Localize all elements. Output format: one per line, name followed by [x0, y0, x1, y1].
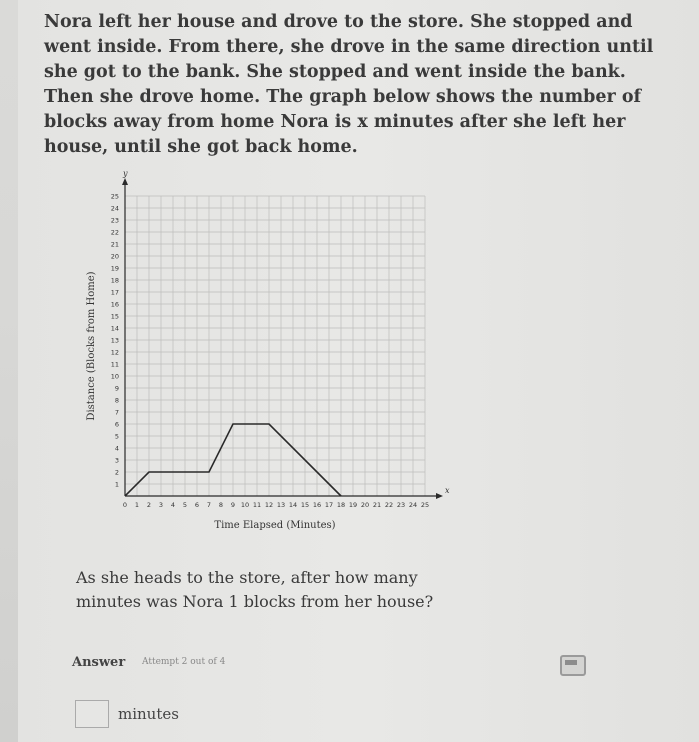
y-tick-label: 25	[110, 192, 119, 201]
x-tick-label: 20	[360, 501, 370, 509]
y-tick-label: 11	[110, 360, 119, 369]
y-tick-label: 12	[110, 348, 119, 357]
x-tick-label: 22	[384, 501, 394, 509]
x-tick-label: 23	[396, 501, 406, 509]
y-tick-label: 13	[110, 336, 119, 345]
x-tick-label: 13	[276, 501, 286, 509]
x-tick-label: 6	[194, 501, 200, 509]
x-tick-label: 9	[230, 501, 236, 509]
x-tick-label: 10	[240, 501, 250, 509]
chart-svg	[80, 170, 460, 540]
y-axis-title: Distance (Blocks from Home)	[86, 271, 97, 421]
y-tick-label: 7	[114, 408, 119, 417]
y-tick-label: 3	[114, 456, 119, 465]
y-tick-label: 19	[110, 264, 119, 273]
x-axis-title: Time Elapsed (Minutes)	[214, 520, 336, 531]
x-tick-label: 25	[420, 501, 430, 509]
x-tick-label: 15	[300, 501, 310, 509]
x-tick-label: 2	[146, 501, 152, 509]
x-tick-label: 16	[312, 501, 322, 509]
x-tick-label: 21	[372, 501, 382, 509]
units-label: minutes	[118, 705, 179, 723]
y-tick-label: 4	[114, 444, 119, 453]
x-axis-arrow	[436, 493, 443, 499]
y-tick-label: 20	[110, 252, 119, 261]
y-tick-label: 15	[110, 312, 119, 321]
y-tick-label: 5	[114, 432, 119, 441]
x-tick-label: 5	[182, 501, 188, 509]
y-tick-label: 8	[114, 396, 119, 405]
x-tick-label: 18	[336, 501, 346, 509]
distance-time-chart	[80, 170, 460, 540]
y-tick-label: 1	[114, 480, 119, 489]
x-tick-label: 0	[122, 501, 128, 509]
x-tick-label: 17	[324, 501, 334, 509]
answer-label: Answer	[72, 655, 126, 670]
calculator-icon[interactable]	[560, 655, 586, 676]
x-tick-label: 14	[288, 501, 298, 509]
x-tick-label: 7	[206, 501, 212, 509]
x-tick-label: 4	[170, 501, 176, 509]
x-axis-name: x	[445, 486, 450, 495]
x-tick-label: 3	[158, 501, 164, 509]
x-tick-label: 1	[134, 501, 140, 509]
problem-text: Nora left her house and drove to the store. She stopped and went inside. From there, she drove in the same direction until she got to the bank. She stopped and went inside the bank. Then she drove home. The graph below shows the number of blocks away from home Nora is x minutes after she left her house, until she got back home.	[44, 12, 654, 157]
y-tick-label: 6	[114, 420, 119, 429]
x-tick-label: 11	[252, 501, 262, 509]
y-axis-arrow	[122, 178, 128, 185]
question-text: As she heads to the store, after how many minutes was Nora 1 blocks from her house?	[76, 568, 434, 611]
x-tick-label: 19	[348, 501, 358, 509]
y-tick-label: 10	[110, 372, 119, 381]
y-tick-label: 23	[110, 216, 119, 225]
y-tick-label: 22	[110, 228, 119, 237]
y-tick-label: 16	[110, 300, 119, 309]
y-tick-label: 24	[110, 204, 119, 213]
y-tick-label: 17	[110, 288, 119, 297]
answer-input[interactable]	[75, 700, 109, 728]
x-tick-label: 12	[264, 501, 274, 509]
y-tick-label: 21	[110, 240, 119, 249]
y-tick-label: 2	[114, 468, 119, 477]
y-axis-name: y	[123, 170, 128, 178]
y-tick-label: 18	[110, 276, 119, 285]
y-tick-label: 14	[110, 324, 119, 333]
x-tick-label: 8	[218, 501, 224, 509]
x-tick-label: 24	[408, 501, 418, 509]
y-tick-label: 9	[114, 384, 119, 393]
attempt-counter: Attempt 2 out of 4	[142, 657, 226, 667]
